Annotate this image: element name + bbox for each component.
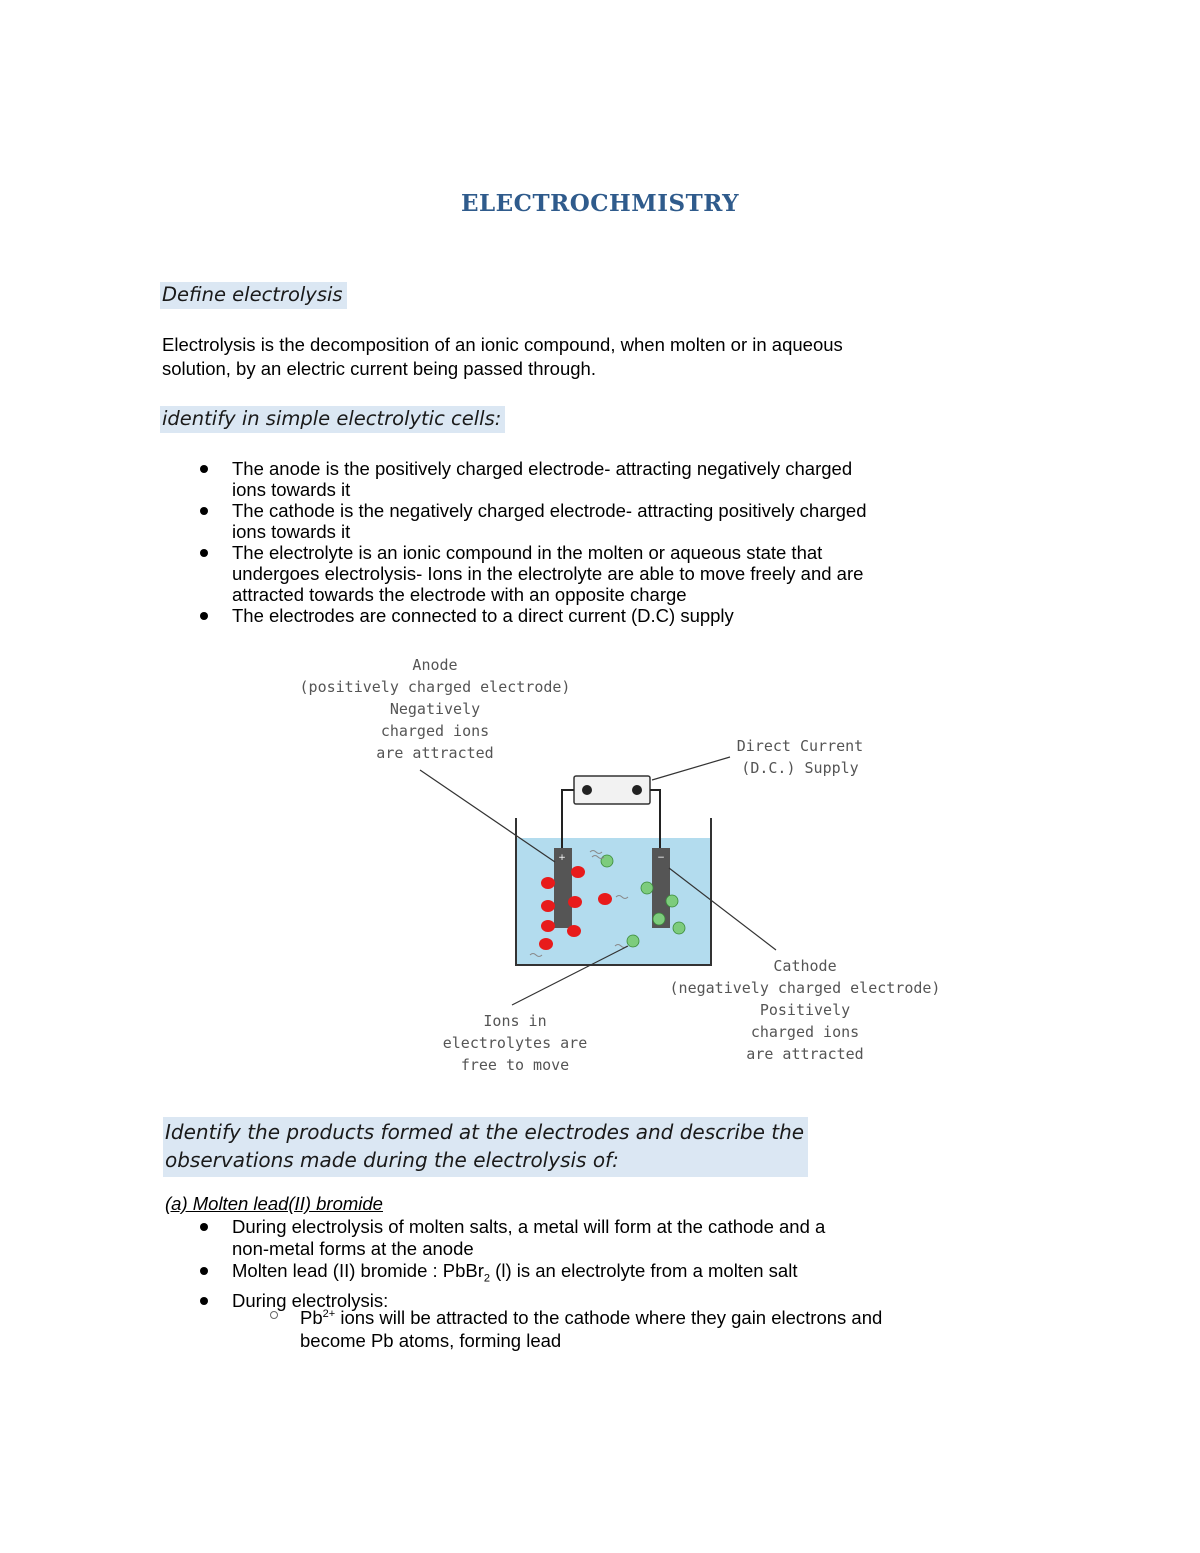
page-title: ELECTROCHMISTRY [460, 190, 740, 217]
cation [653, 913, 665, 925]
anode-pointer [420, 770, 555, 862]
anion [568, 896, 582, 908]
anion [541, 877, 555, 889]
anion [571, 866, 585, 878]
cathode-label: Cathode (negatively charged electrode) Positively charged ions are attracted [669, 957, 941, 1063]
definition-line-1: Electrolysis is the decomposition of an ionic compound, when molten or in aqueous [162, 334, 843, 355]
list-item: The anode is the positively charged electrode- attracting negatively charged ions towards it [160, 458, 1100, 500]
list-item: The electrolyte is an ionic compound in the molten or aqueous state that undergoes electrolysis- Ions in the electrolyte are able to move freely and are attracted towards the electrode with an opposite charge [160, 542, 1100, 605]
sub-list-item: $Pb^{2+}$ ions will be attracted to the cathode where they gain electrons and become Pb atoms, forming lead [160, 1303, 1100, 1352]
anode-label: Anode (positively charged electrode) Negatively charged ions are attracted [299, 656, 571, 762]
anion [598, 893, 612, 905]
anion [541, 920, 555, 932]
cation [673, 922, 685, 934]
cation [641, 882, 653, 894]
products-bullet-list [160, 1216, 1100, 1312]
dc-pointer [652, 757, 730, 780]
anion [567, 925, 581, 937]
cation [601, 855, 613, 867]
dc-supply-label: Direct Current (D.C.) Supply [736, 737, 864, 777]
cation [666, 895, 678, 907]
heading-products: Identify the products formed at the electrodes and describe the observations made during the electrolysis of: [163, 1117, 808, 1177]
anion [539, 938, 553, 950]
dc-terminal-positive [582, 785, 592, 795]
products-sub-list [160, 1303, 1100, 1352]
part-a-heading: (a) Molten lead(II) bromide [165, 1193, 383, 1214]
section-products [163, 1117, 808, 1177]
dc-terminal-negative [632, 785, 642, 795]
heading-define-electrolysis: Define electrolysis [160, 282, 347, 309]
list-item: Molten lead (II) bromide : PbBr$_2$ (l) is an electrolyte from a molten salt [160, 1260, 1100, 1290]
list-item: During electrolysis of molten salts, a metal will form at the cathode and a non-metal forms at the anode [160, 1216, 1100, 1260]
ions-label: Ions in electrolytes are free to move [442, 1012, 588, 1074]
cathode-sign: − [657, 853, 665, 863]
list-item: The electrodes are connected to a direct current (D.C) supply [160, 605, 1100, 626]
definition-line-2: solution, by an electric current being passed through. [162, 358, 596, 379]
anion [541, 900, 555, 912]
list-item: The cathode is the negatively charged electrode- attracting positively charged ions towards it [160, 500, 1100, 542]
heading-electrolytic-cells: identify in simple electrolytic cells: [160, 406, 505, 433]
anode-sign: + [558, 853, 566, 863]
cation [627, 935, 639, 947]
list-item: During electrolysis: [160, 1290, 1100, 1312]
